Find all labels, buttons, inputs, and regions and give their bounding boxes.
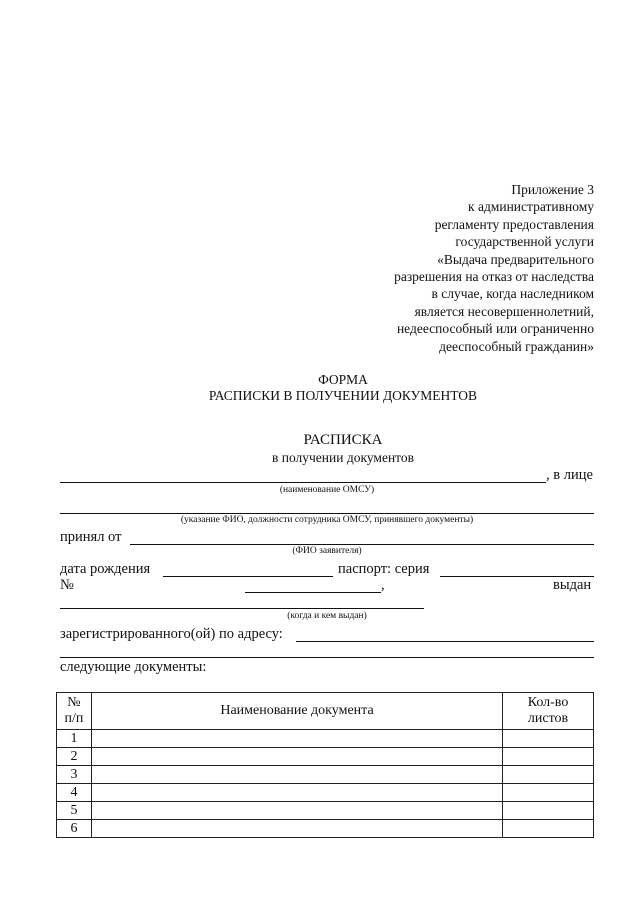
sheet-count-cell[interactable] [503,802,594,820]
sheet-count-cell[interactable] [503,748,594,766]
row-number-cell: 4 [57,784,92,802]
following-docs-label: следующие документы: [60,659,207,675]
doc-name-cell[interactable] [91,766,502,784]
sheet-count-cell[interactable] [503,820,594,838]
table-row [57,820,594,838]
receipt-subtitle: в получении документов [271,450,415,465]
appendix-block [294,181,594,355]
table-row [57,802,594,820]
issued-label: выдан [553,577,592,593]
passport-number-line[interactable] [245,592,381,593]
in-person-suffix: , в лице [546,467,593,483]
appendix-line: регламенту предоставления [434,216,594,232]
employee-line[interactable] [60,513,594,514]
appendix-line: государственной услуги [455,234,594,250]
appendix-line: Приложение 3 [511,182,594,197]
table-row [57,748,594,766]
doc-name-cell[interactable] [91,802,502,820]
address-line-2[interactable] [60,657,594,658]
address-line-1[interactable] [296,641,594,642]
applicant-name-line[interactable] [130,544,594,545]
doc-name-cell[interactable] [91,730,502,748]
applicant-caption: (ФИО заявителя) [292,546,362,556]
passport-series-label: паспорт: серия [338,561,430,577]
receipt-title: РАСПИСКА [303,432,383,448]
table-row [57,766,594,784]
col-header-number: № п/п [57,693,92,730]
omsu-name-line[interactable] [60,482,546,483]
appendix-line: к административному [468,199,594,215]
row-number-cell: 2 [57,748,92,766]
employee-caption: (указание ФИО, должности сотрудника ОМСУ, принявшего документы) [180,515,474,525]
sheet-count-cell[interactable] [503,730,594,748]
sheet-count-cell[interactable] [503,784,594,802]
col-header-sheet-count: Кол-во листов [503,693,594,730]
number-comma: , [381,577,385,593]
appendix-line: является несовершеннолетний, [414,303,594,319]
issued-caption: (когда и кем выдан) [287,611,367,621]
table-row [57,730,594,748]
omsu-caption: (наименование ОМСУ) [279,485,375,495]
row-number-cell: 6 [57,820,92,838]
table-row [57,784,594,802]
birth-date-line[interactable] [163,576,333,577]
row-number-cell: 5 [57,802,92,820]
number-sign: № [60,577,74,593]
appendix-line: «Выдача предварительного [437,251,594,267]
row-number-cell: 3 [57,766,92,784]
doc-name-cell[interactable] [91,820,502,838]
appendix-line: недееспособный или ограниченно [396,321,594,337]
issued-by-line[interactable] [60,608,424,609]
appendix-line: в случае, когда наследником [431,286,594,302]
col-header-doc-name: Наименование документа [91,693,502,730]
registered-address-label: зарегистрированного(ой) по адресу: [60,626,283,642]
received-from-label: принял от [60,529,122,545]
sheet-count-cell[interactable] [503,766,594,784]
row-number-cell: 1 [57,730,92,748]
doc-name-cell[interactable] [91,784,502,802]
form-header-line2: РАСПИСКИ В ПОЛУЧЕНИИ ДОКУМЕНТОВ [208,388,478,403]
table-header-row [57,693,594,730]
form-header-line1: ФОРМА [318,372,368,387]
doc-name-cell[interactable] [91,748,502,766]
appendix-line: дееспособный гражданин» [439,338,594,354]
birth-date-label: дата рождения [60,561,151,577]
documents-table [56,692,594,838]
appendix-line: разрешения на отказ от наследства [394,269,594,285]
